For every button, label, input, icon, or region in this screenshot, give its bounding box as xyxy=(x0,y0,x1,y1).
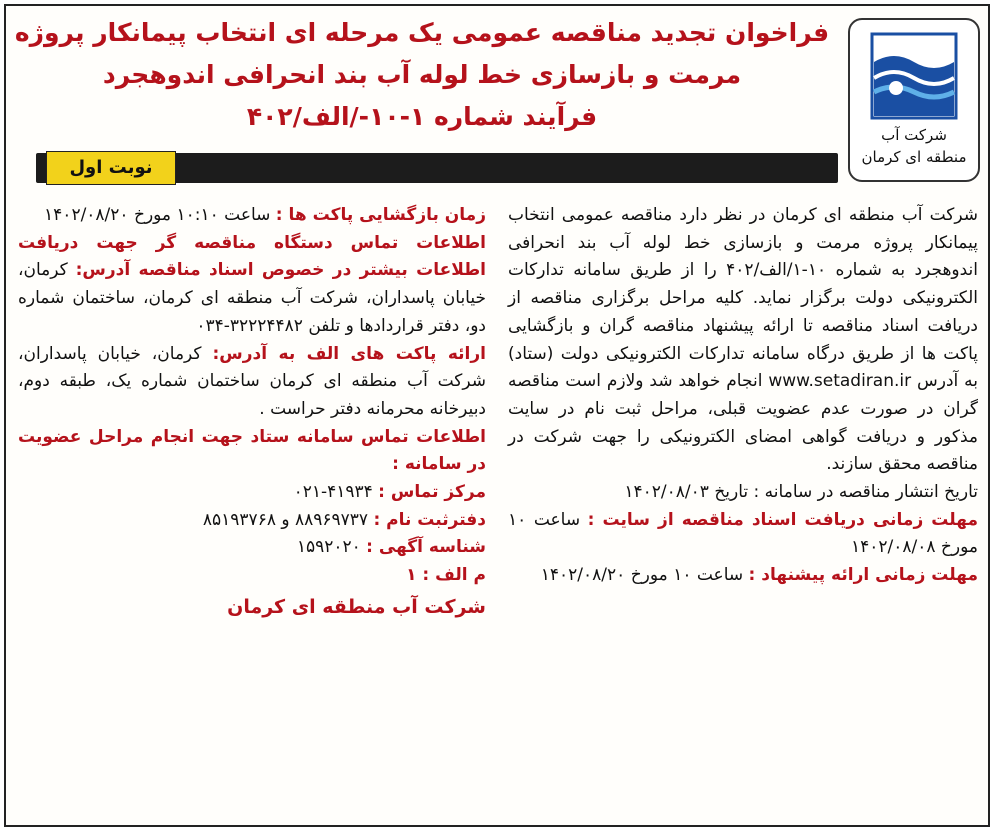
reference-number: م الف : ۱ xyxy=(406,565,486,586)
contact-info xyxy=(18,230,486,341)
header xyxy=(12,12,982,166)
title-block xyxy=(12,12,832,138)
envelope-label: ارائه پاکت های الف به آدرس: xyxy=(212,343,486,364)
contact-label: اطلاعات تماس دستگاه مناقصه گر جهت دریافت اطلاعات بیشتر در خصوص اسناد مناقصه آدرس: xyxy=(18,232,486,281)
intro-text: شرکت آب منطقه ای کرمان در نظر دارد مناقصه عمومی انتخاب پیمانکار پروژه مرمت و بازسازی خط لوله آب بند انحرافی اندوهجرد به شماره ۱۰-۱/الف/۴۰۲ را از طریق سامانه تدارکات الکترونیکی دولت برگزار نماید. کلیه مراحل برگزاری مناقصه از دریافت اسناد مناقصه تا ارائه پیشنهاد مناقصه گران و بازگشایی پاکت ها از طریق درگاه سامانه تدارکات الکترونیکی دولت (ستاد) به آدرس xyxy=(508,205,979,392)
setad-contact-label: اطلاعات تماس سامانه ستاد جهت انجام مراحل عضویت در سامانه : xyxy=(18,426,486,475)
doc-deadline-label: مهلت زمانی دریافت اسناد مناقصه از سایت : xyxy=(587,509,978,530)
call-center xyxy=(18,479,486,507)
tender-notice xyxy=(4,4,990,827)
ad-id-label: شناسه آگهی : xyxy=(366,537,486,558)
title-line1: فراخوان تجدید مناقصه عمومی یک مرحله ای انتخاب پیمانکار پروژه xyxy=(14,18,830,47)
water-drop-logo-icon xyxy=(870,32,958,120)
left-column xyxy=(18,202,486,622)
opening-value: ساعت ۱۰:۱۰ مورخ ۱۴۰۲/۰۸/۲۰ xyxy=(44,205,271,225)
intro-text-cont: انجام خواهد شد ولازم است مناقصه گران در صورت عدم عضویت قبلی، مراحل ثبت نام در سایت مذکور و دریافت گواهی امضای الکترونیکی را جهت شرکت در مناقصه محقق سازند. xyxy=(508,371,978,475)
ad-id xyxy=(18,534,486,562)
signature: شرکت آب منطقه ای کرمان xyxy=(227,595,486,618)
logo-text-line1: شرکت آب xyxy=(881,126,947,144)
doc-deadline xyxy=(508,507,978,562)
round-badge: نوبت اول xyxy=(46,151,176,185)
offer-deadline xyxy=(508,562,978,590)
title-line3: فرآیند شماره ۱-۱۰-/الف/۴۰۲ xyxy=(246,102,598,131)
setad-url: www.setadiran.ir xyxy=(768,371,912,392)
call-center-value: ۴۱۹۳۴-۰۲۱ xyxy=(293,482,373,503)
registration-office xyxy=(18,507,486,535)
ad-id-value: ۱۵۹۲۰۲۰ xyxy=(296,537,361,558)
offer-deadline-value: ساعت ۱۰ مورخ ۱۴۰۲/۰۸/۲۰ xyxy=(540,565,744,586)
company-logo xyxy=(848,18,980,182)
registration-value: ۸۸۹۶۹۷۳۷ و ۸۵۱۹۳۷۶۸ xyxy=(202,509,369,530)
doc-deadline-value: ساعت ۱۰ مورخ ۱۴۰۲/۰۸/۰۸ xyxy=(508,509,978,558)
offer-deadline-label: مهلت زمانی ارائه پیشنهاد : xyxy=(748,565,978,586)
opening-label: زمان بازگشایی پاکت ها : xyxy=(275,205,486,225)
publish-date: تاریخ انتشار مناقصه در سامانه : تاریخ ۱۴۰۲/۰۸/۰۳ xyxy=(624,482,978,503)
call-center-label: مرکز تماس : xyxy=(378,482,486,503)
registration-label: دفترثبت نام : xyxy=(373,509,486,530)
envelope-value: کرمان، خیابان پاسداران، شرکت آب منطقه ای کرمان ساختمان شماره یک، طبقه دوم، دبیرخانه محرمانه دفتر حراست . xyxy=(18,343,486,419)
contact-value: کرمان، خیابان پاسداران، شرکت آب منطقه ای کرمان، ساختمان شماره دو، دفتر قراردادها و تلفن ۳۲۲۲۴۴۸۲-۰۳۴ xyxy=(18,260,486,336)
logo-text-line2: منطقه ای کرمان xyxy=(861,148,967,166)
intro-paragraph xyxy=(508,202,978,479)
title-line2: مرمت و بازسازی خط لوله آب بند انحرافی اندوهجرد xyxy=(102,60,742,89)
envelope-address xyxy=(18,341,486,424)
right-column xyxy=(508,202,978,590)
opening-time xyxy=(18,202,486,230)
notice-bar xyxy=(36,153,838,183)
